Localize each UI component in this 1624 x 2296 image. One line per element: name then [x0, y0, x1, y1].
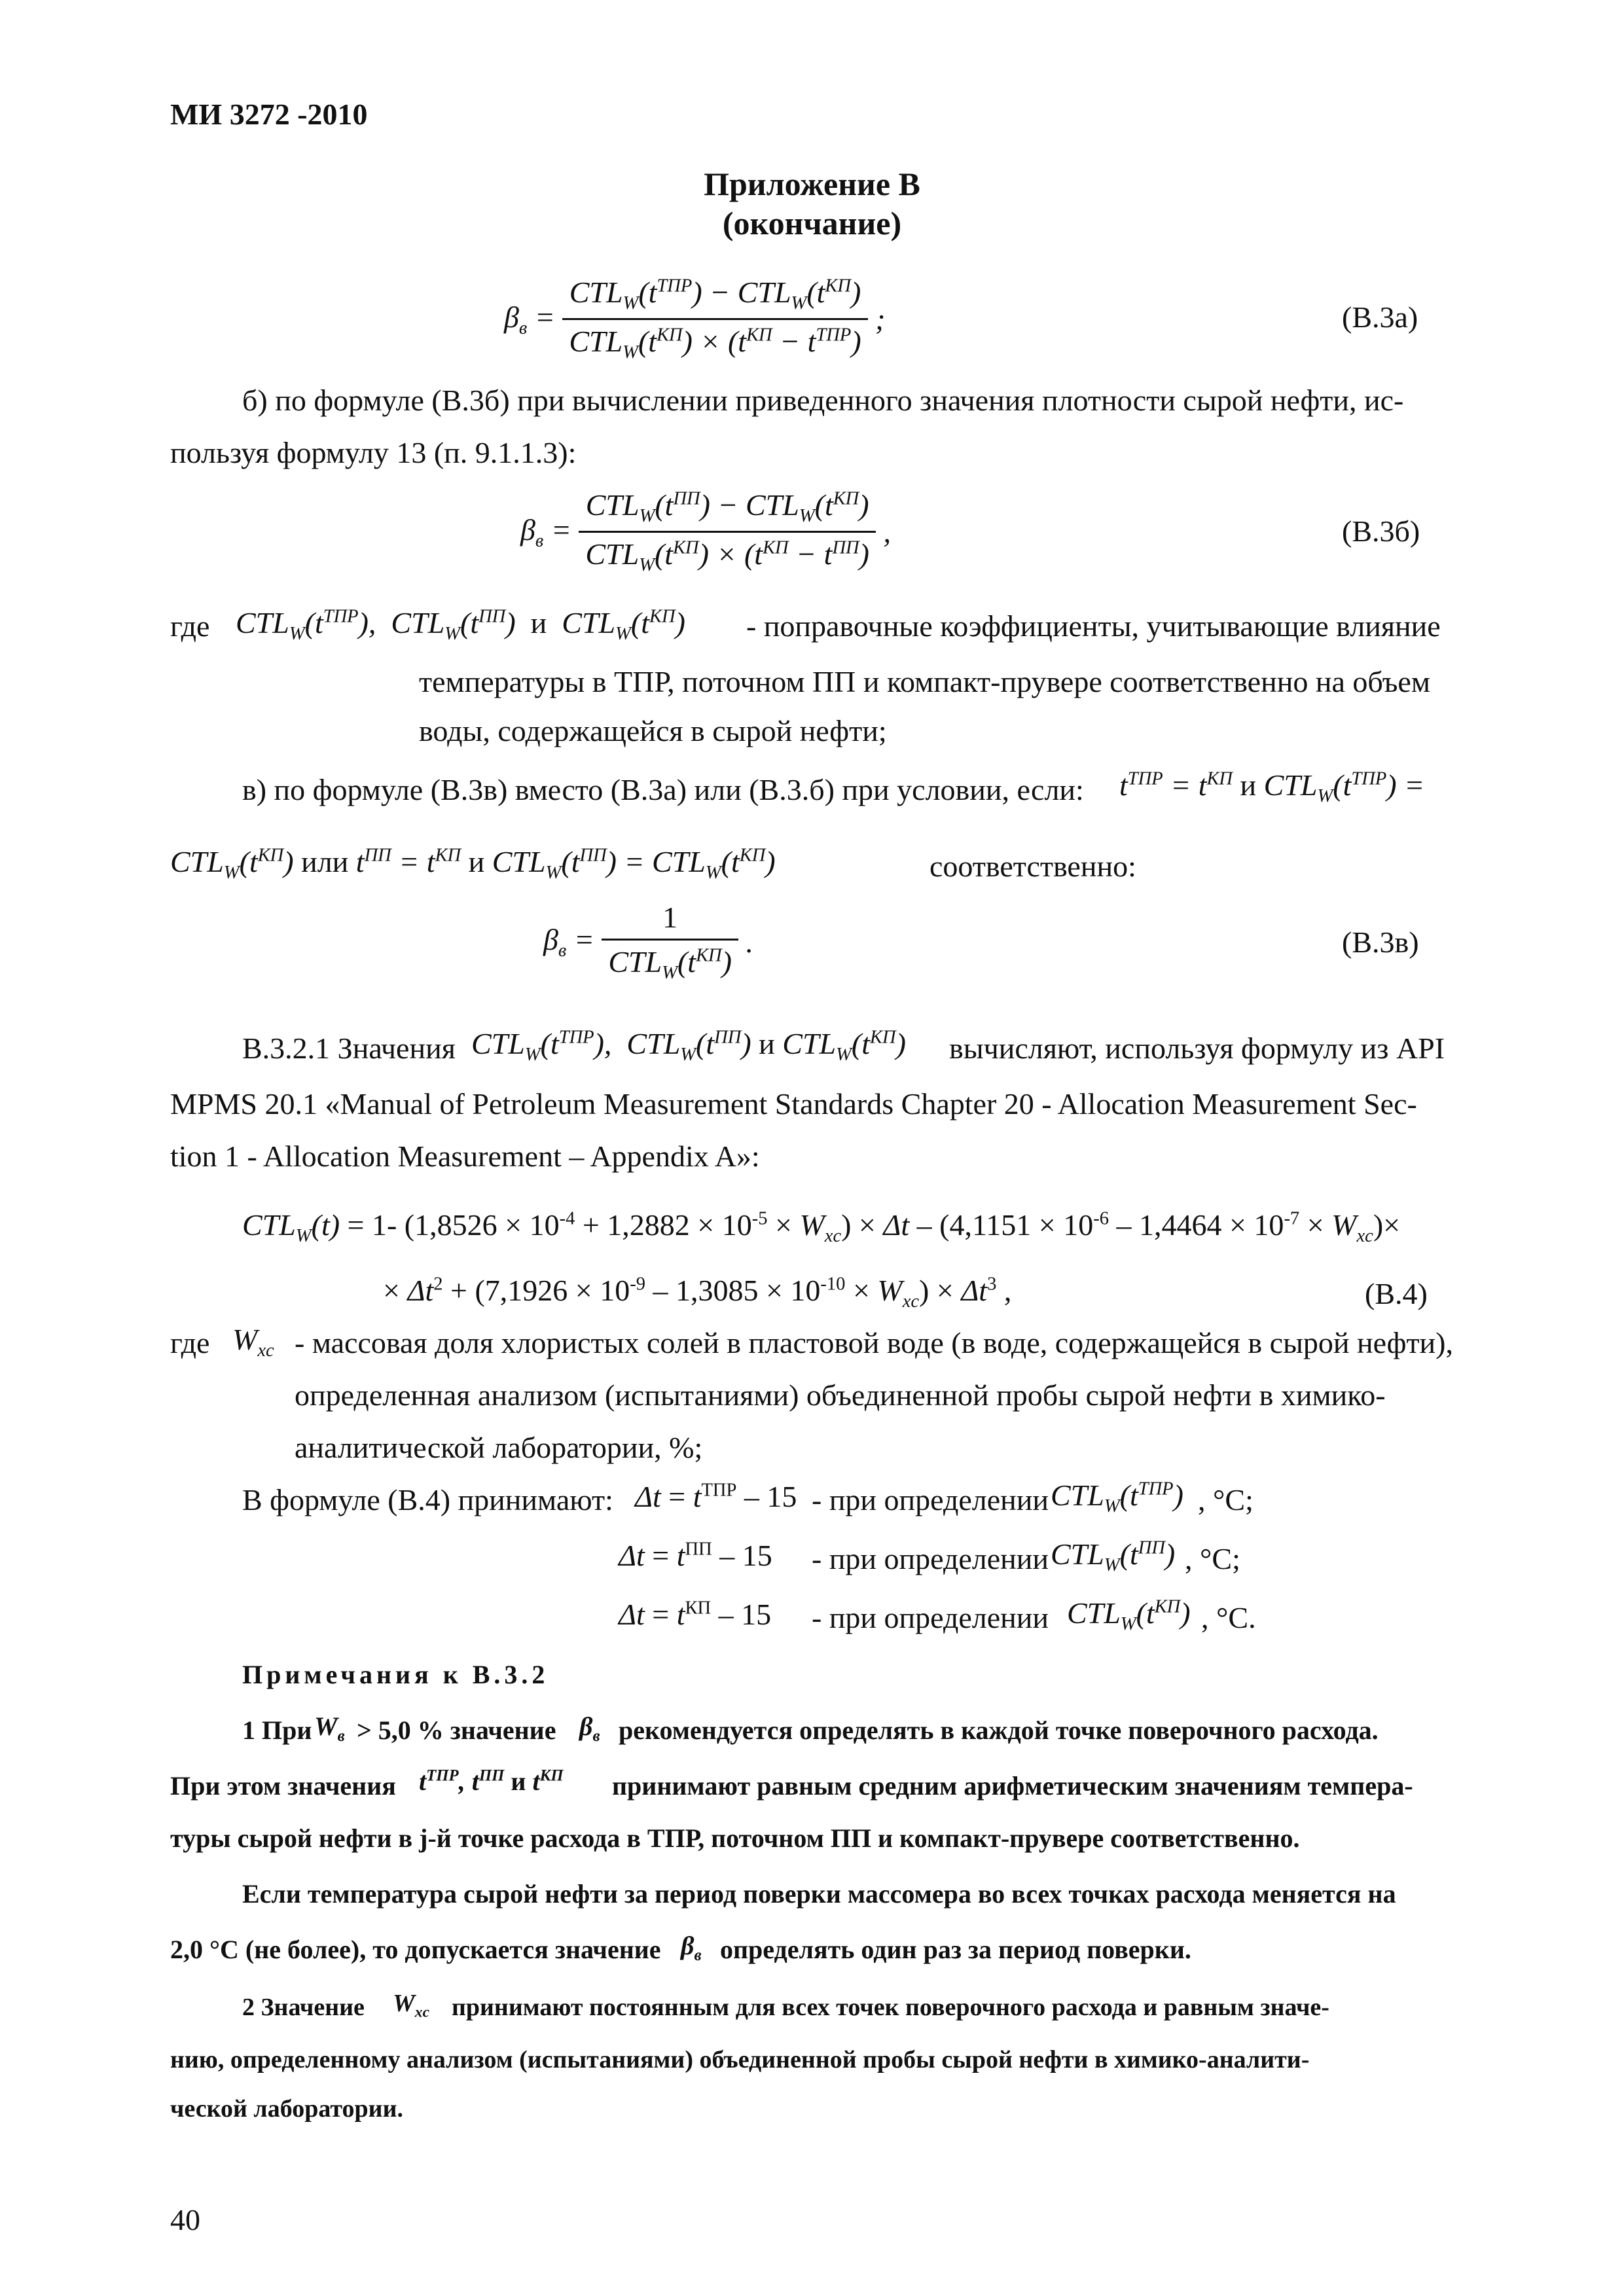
- notes-title: Примечания к В.3.2: [242, 1660, 549, 1689]
- note1-line5-start: 2,0 °С (не более), то допускается значение: [170, 1935, 661, 1964]
- paragraph-b-line2: пользуя формулу 13 (п. 9.1.1.3):: [170, 436, 577, 469]
- where1-text1: - поправочные коэффициенты, учитывающие влияние: [746, 609, 1441, 643]
- note1-line3: туры сырой нефти в j-й точке расхода в ТПР, поточном ПП и компакт-прувере соответственно.: [170, 1823, 1300, 1853]
- note2-line2: нию, определенному анализом (испытаниями) объединенной пробы сырой нефти в химико-аналити-: [170, 2046, 1310, 2073]
- paragraph-b321-start: В.3.2.1 Значения: [242, 1031, 456, 1065]
- equation-number-b4: (В.4): [1365, 1277, 1428, 1310]
- equation-number-b3b: (В.3б): [1342, 514, 1420, 548]
- note1-line2-start: При этом значения: [170, 1771, 396, 1801]
- delta-pp-unit: , °С;: [1185, 1542, 1240, 1575]
- delta-pp-when: - при определении: [812, 1542, 1049, 1575]
- delta-kp-unit: , °С.: [1201, 1601, 1256, 1634]
- equation-number-b3a: (В.3а): [1342, 300, 1418, 334]
- equation-b3v: $\beta_в$ = $\frac{1}{CTL_W(t^{КП})}$ .: [543, 901, 753, 984]
- note1-line4: Если температура сырой нефти за период поверки массомера во всех точках расхода меняется на: [242, 1879, 1396, 1909]
- note1-beta-2: $\beta_в$: [681, 1931, 702, 1964]
- delta-tpr-ctl: $CTL_W(t^{ТПР})$: [1051, 1479, 1183, 1517]
- delta-tpr: $\Delta t = t^{ТПР} - 15$: [635, 1480, 797, 1513]
- paragraph-b321-terms: $CTL_W(t^{ТПР})$, $CTL_W(t^{ПП})$ и $CTL_W(t^{КП})$: [471, 1027, 906, 1066]
- where2-line3: аналитической лаборатории, %;: [295, 1431, 703, 1464]
- note2-wxc: $W_{xc}$: [393, 1990, 430, 2021]
- paragraph-v-condition2: $CTL_W(t^{КП})$ или $t^{ПП} = t^{КП}$ и $CTL_W(t^{ПП}) = CTL_W(t^{КП})$: [170, 845, 776, 884]
- page-number: 40: [170, 2203, 200, 2236]
- note1-wv: $W_в$: [314, 1712, 345, 1745]
- doc-code: МИ 3272 -2010: [170, 98, 368, 131]
- note2-line1-start: 2 Значение: [242, 1994, 365, 2021]
- note1-line5-end: определять один раз за период поверки.: [720, 1935, 1191, 1964]
- where-label-2: где: [170, 1326, 210, 1359]
- paragraph-v-line1: в) по формуле (В.3в) вместо (В.3а) или (В.3.б) при условии, если:: [242, 773, 1084, 806]
- delta-kp: $\Delta t = t^{КП} - 15$: [619, 1598, 772, 1631]
- wxc-symbol: $W_{xc}$: [232, 1323, 274, 1361]
- where1-line2: температуры в ТПР, поточном ПП и компакт-прувере соответственно на объем: [419, 665, 1430, 698]
- delta-pp: $\Delta t = t^{ПП} - 15$: [619, 1539, 772, 1572]
- where1-line3: воды, содержащейся в сырой нефти;: [419, 714, 887, 747]
- note1-beta: $\beta_в$: [579, 1712, 600, 1745]
- appendix-title: Приложение В: [704, 166, 920, 202]
- note1-temps: $t^{ТПР}$, $t^{ПП}$ и $t^{КП}$: [419, 1767, 564, 1796]
- appendix-subtitle: (окончание): [722, 205, 902, 242]
- equation-number-b3v: (В.3в): [1342, 925, 1419, 959]
- paragraph-v-condition1: $t^{ТПР} = t^{КП}$ и $CTL_W(t^{ТПР})$ =: [1119, 768, 1425, 807]
- where2-line1: - массовая доля хлористых солей в пластовой воде (в воде, содержащейся в сырой нефти),: [295, 1326, 1453, 1359]
- delta-tpr-when: - при определении: [812, 1483, 1049, 1516]
- deltas-intro: В формуле (В.4) принимают:: [242, 1483, 613, 1516]
- note1-line1-end: рекомендуется определять в каждой точке поверочного расхода.: [619, 1715, 1379, 1745]
- note2-line1-end: принимают постоянным для всех точек поверочного расхода и равным значе-: [452, 1994, 1329, 2021]
- delta-kp-when: - при определении: [812, 1601, 1049, 1634]
- note1-line2-end: принимают равным средним арифметическим значениям темпера-: [612, 1771, 1413, 1801]
- paragraph-b321-line2: MPMS 20.1 «Manual of Petroleum Measurement Standards Chapter 20 - Allocation Measurement Sec-: [170, 1087, 1417, 1121]
- ctl-terms-list: $CTL_W(t^{ТПР})$, $CTL_W(t^{ПП})$ и $CTL_W(t^{КП})$: [236, 606, 685, 645]
- paragraph-v-line2-end: соответственно:: [929, 850, 1136, 883]
- equation-b4-line1: $CTL_W(t) = 1-$ $(1,8526 \times 10^{-4} + 1,2882 \times 10^{-5} \times W_{xc}) \times \Delta t - (4,1151 \times 10^{-6} - 1,4464 \times 10^{-7} \times W_{xc})\times$: [242, 1208, 1401, 1247]
- equation-b3b: $\beta_в$ = $\frac{CTL_W(t^{ПП}) - CTL_W(t^{КП})}{CTL_W(t^{КП}) \times (t^{КП} - t^{ПП})}$ ,: [520, 488, 891, 576]
- paragraph-b321-end: вычисляют, используя формулу из API: [949, 1031, 1445, 1065]
- note1-line1-mid: > 5,0 % значение: [357, 1715, 556, 1745]
- paragraph-b-line1: б) по формуле (В.3б) при вычислении приведенного значения плотности сырой нефти, ис-: [242, 384, 1404, 417]
- where-label-1: где: [170, 609, 210, 643]
- where2-line2: определенная анализом (испытаниями) объединенной пробы сырой нефти в химико-: [295, 1378, 1386, 1412]
- delta-pp-ctl: $CTL_W(t^{ПП})$: [1051, 1537, 1176, 1576]
- equation-b3a: $\beta_в$ = $\frac{CTL_W(t^{ТПР}) - CTL_W(t^{КП})}{CTL_W(t^{КП}) \times (t^{КП} - t^{ТПР})}$ ;: [504, 276, 886, 363]
- delta-tpr-unit: , °С;: [1198, 1483, 1254, 1516]
- paragraph-b321-line3: tion 1 - Allocation Measurement – Appendix A»:: [170, 1139, 760, 1173]
- note2-line3: ческой лаборатории.: [170, 2095, 403, 2123]
- delta-kp-ctl: $CTL_W(t^{КП})$: [1067, 1596, 1191, 1635]
- equation-b4-line2: × $\Delta t^2 + (7,1926 \times 10^{-9} - 1,3085 \times 10^{-10} \times W_{xc}) \times \Delta t^3$ ,: [383, 1274, 1012, 1312]
- note1-line1-start: 1 При: [242, 1715, 312, 1745]
